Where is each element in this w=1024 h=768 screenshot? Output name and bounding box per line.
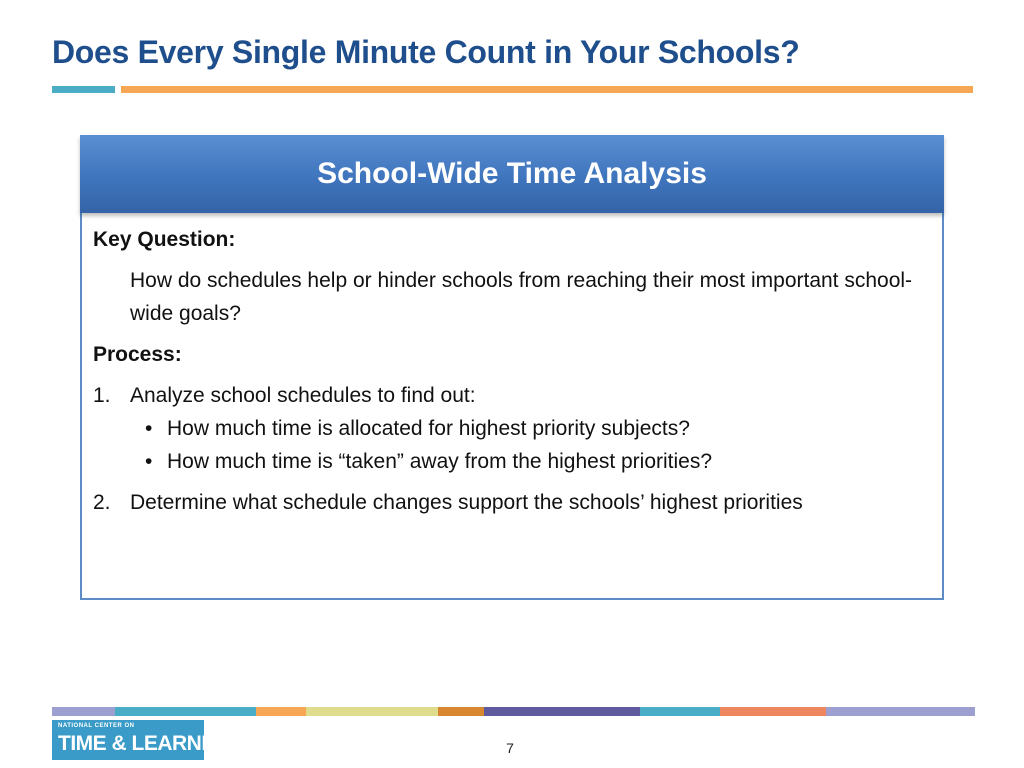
- footer-stripe-segment: [640, 707, 720, 716]
- footer-stripe-segment: [438, 707, 484, 716]
- step-number: 2.: [93, 491, 111, 514]
- panel-title: School-Wide Time Analysis: [317, 157, 707, 190]
- step-text: Determine what schedule changes support the schools’ highest priorities: [130, 491, 803, 514]
- logo-top-line: NATIONAL CENTER ON: [58, 723, 135, 729]
- panel-header: [80, 135, 944, 213]
- key-question-label: Key Question:: [93, 228, 236, 251]
- step-number: 1.: [93, 384, 111, 407]
- footer-stripe-segment: [720, 707, 826, 716]
- analysis-panel: [80, 135, 944, 600]
- footer-stripe-segment: [52, 707, 115, 716]
- process-label: Process:: [93, 343, 182, 366]
- organization-logo: [52, 720, 238, 760]
- footer-stripe-segment: [115, 707, 256, 716]
- bullet-icon: •: [145, 417, 153, 440]
- page-number: 7: [506, 740, 514, 756]
- step-bullet: [93, 445, 922, 478]
- bullet-icon: •: [145, 450, 153, 473]
- title-rule-accent: [52, 86, 115, 93]
- step-bullet: [93, 412, 922, 445]
- footer-stripe-segment: [256, 707, 306, 716]
- process-step: [93, 379, 922, 412]
- bullet-text: How much time is “taken” away from the highest priorities?: [167, 450, 713, 473]
- panel-body: [93, 223, 922, 519]
- footer-stripe-segment: [484, 707, 640, 716]
- logo-main-line: TIME & LEARNING: [58, 732, 238, 755]
- step-text: Analyze school schedules to find out:: [130, 384, 476, 407]
- title-rule: [121, 86, 973, 93]
- key-question-text: How do schedules help or hinder schools from reaching their most important school-wide goals?: [130, 269, 913, 325]
- footer-stripe-segment: [306, 707, 438, 716]
- slide-title: Does Every Single Minute Count in Your Schools?: [52, 34, 800, 70]
- footer-stripe-segment: [826, 707, 975, 716]
- process-step: [93, 486, 922, 519]
- bullet-text: How much time is allocated for highest priority subjects?: [167, 417, 690, 440]
